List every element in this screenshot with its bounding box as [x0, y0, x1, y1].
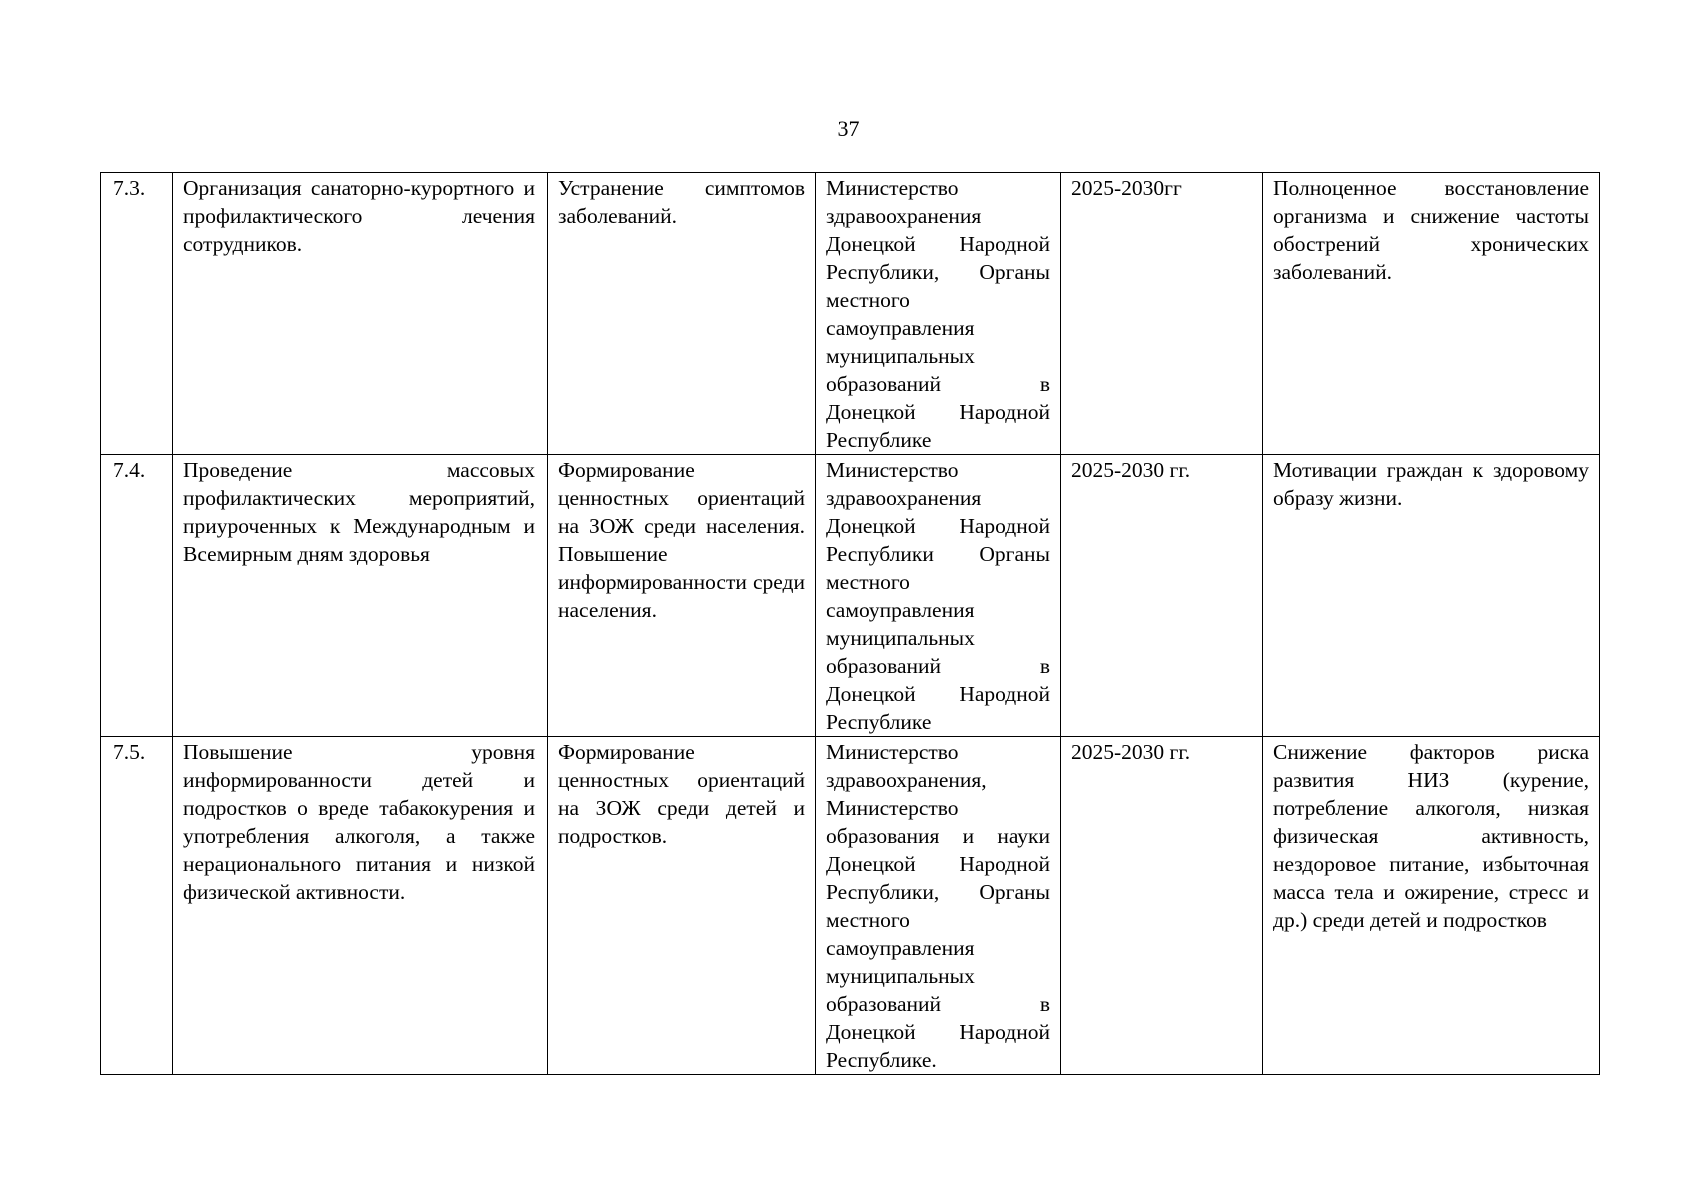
measures-table — [100, 172, 1600, 1075]
goal-cell: Формирование ценностных ориентаций на ЗОЖ среди населения. Повышение информированности среди населения. — [548, 455, 816, 737]
result-cell: Мотивации граждан к здоровому образу жизни. — [1263, 455, 1600, 737]
period-cell: 2025-2030 гг. — [1061, 455, 1263, 737]
responsible-cell: Министерство здравоохранения Донецкой Народной Республики, Органы местного самоуправления муниципальных образований в Донецкой Народной Республике — [816, 173, 1061, 455]
table-row — [101, 173, 1600, 455]
responsible-cell: Министерство здравоохранения, Министерство образования и науки Донецкой Народной Республики, Органы местного самоуправления муниципальных образований в Донецкой Народной Республике. — [816, 737, 1061, 1075]
result-cell: Полноценное восстановление организма и снижение частоты обострений хронических заболеваний. — [1263, 173, 1600, 455]
item-number-cell: 7.4. — [101, 455, 173, 737]
page-number: 37 — [837, 116, 860, 141]
table-row — [101, 737, 1600, 1075]
item-number-cell: 7.3. — [101, 173, 173, 455]
goal-cell: Устранение симптомов заболеваний. — [548, 173, 816, 455]
responsible-cell: Министерство здравоохранения Донецкой Народной Республики Органы местного самоуправления муниципальных образований в Донецкой Народной Республике — [816, 455, 1061, 737]
result-cell: Снижение факторов риска развития НИЗ (курение, потребление алкоголя, низкая физическая активность, нездоровое питание, избыточная масса тела и ожирение, стресс и др.) среди детей и подростков — [1263, 737, 1600, 1075]
goal-cell: Формирование ценностных ориентаций на ЗОЖ среди детей и подростков. — [548, 737, 816, 1075]
item-number-cell: 7.5. — [101, 737, 173, 1075]
period-cell: 2025-2030 гг. — [1061, 737, 1263, 1075]
table-row — [101, 455, 1600, 737]
measure-cell: Проведение массовых профилактических мероприятий, приуроченных к Международным и Всемирным дням здоровья — [173, 455, 548, 737]
measure-cell: Организация санаторно-курортного и профилактического лечения сотрудников. — [173, 173, 548, 455]
period-cell: 2025-2030гг — [1061, 173, 1263, 455]
measure-cell: Повышение уровня информированности детей и подростков о вреде табакокурения и употребления алкоголя, а также нерационального питания и низкой физической активности. — [173, 737, 548, 1075]
